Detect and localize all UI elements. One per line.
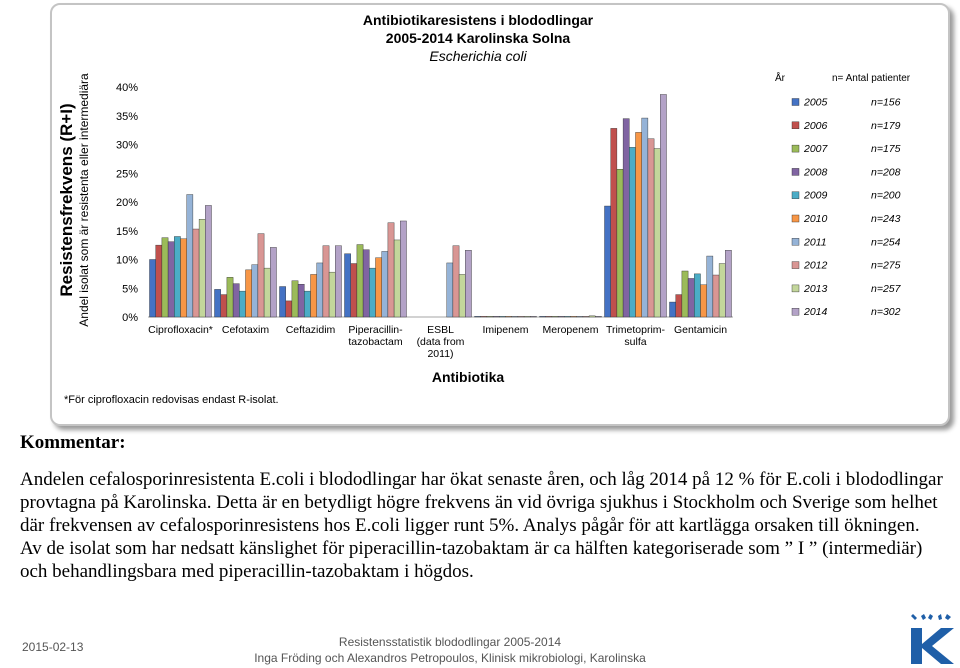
x-tick-label: Trimetoprim- (605, 324, 666, 336)
bar-2006 (221, 295, 227, 317)
legend-swatch-2009 (792, 192, 799, 199)
bar-2014 (400, 221, 406, 317)
karolinska-logo-icon (905, 614, 957, 666)
legend-swatch-2014 (792, 308, 799, 315)
bar-2010 (636, 132, 642, 317)
legend-count: n=257 (871, 282, 901, 295)
legend-count: n=200 (871, 189, 901, 202)
bar-2010 (181, 239, 187, 317)
bar-2010 (506, 316, 512, 317)
bar-2009 (369, 268, 375, 317)
bar-2011 (317, 263, 323, 317)
bar-2013 (654, 149, 660, 317)
bar-2014 (465, 250, 471, 317)
legend-header-n: n= Antal patienter (832, 73, 911, 84)
legend-year: 2008 (804, 166, 828, 179)
bar-2012 (388, 223, 394, 317)
bar-2014 (660, 94, 666, 317)
bar-2007 (552, 316, 558, 317)
bar-2005 (150, 260, 156, 318)
y-tick-label: 35% (115, 110, 138, 123)
bar-2014 (595, 316, 601, 317)
x-tick-label: tazobactam (348, 336, 403, 348)
comment-body (20, 468, 945, 583)
bar-2005 (670, 302, 676, 317)
bar-2009 (304, 291, 310, 317)
bar-2007 (162, 238, 168, 317)
y-axis-subtitle: Andel isolat som är resistenta eller intermediära (77, 73, 91, 327)
comment-title: Kommentar: (20, 432, 126, 453)
bar-2011 (447, 263, 453, 317)
x-tick-label: Cefotaxim (221, 324, 270, 336)
bar-2013 (199, 219, 205, 317)
chart-organism: Escherichia coli (429, 48, 527, 64)
bar-2005 (540, 316, 546, 317)
bar-2013 (329, 272, 335, 317)
bar-2011 (577, 316, 583, 317)
bar-2009 (174, 237, 180, 318)
bar-2013 (589, 316, 595, 317)
footer-line-2: Inga Fröding och Alexandros Petropoulos, Klinisk mikrobiologi, Karolinska (254, 651, 646, 665)
legend-swatch-2005 (792, 99, 799, 106)
bar-2012 (193, 229, 199, 317)
bar-2013 (394, 240, 400, 317)
legend-swatch-2007 (792, 145, 799, 152)
bar-2011 (252, 265, 258, 317)
bar-2008 (363, 250, 369, 317)
legend-count: n=254 (871, 236, 901, 249)
legend-year: 2006 (804, 119, 828, 132)
bar-2009 (239, 291, 245, 317)
footer-credits (240, 634, 660, 666)
legend-count: n=302 (871, 306, 901, 319)
bar-2012 (453, 246, 459, 317)
y-tick-label: 15% (115, 225, 138, 238)
y-tick-label: 10% (115, 254, 138, 267)
footer-line-1: Resistensstatistik blododlingar 2005-2014 (338, 635, 562, 649)
x-tick-label: Piperacillin- (348, 324, 403, 336)
bar-2012 (518, 316, 524, 317)
x-tick-label: ESBL (427, 324, 454, 336)
bar-2014 (335, 246, 341, 317)
bar-2012 (583, 316, 589, 317)
legend-count: n=243 (871, 213, 901, 225)
bar-2008 (558, 316, 564, 317)
bar-2010 (376, 258, 382, 317)
bar-2007 (487, 316, 493, 317)
bar-2006 (156, 245, 162, 317)
bar-2014 (205, 205, 211, 317)
bar-2008 (623, 119, 629, 317)
bar-2006 (611, 128, 617, 317)
legend-year: 2005 (804, 96, 828, 109)
bar-2006 (481, 316, 487, 317)
x-tick-label: Ciprofloxacin* (148, 324, 213, 336)
legend-swatch-2008 (792, 168, 799, 175)
bar-2013 (459, 274, 465, 317)
bar-2009 (564, 316, 570, 317)
bar-2005 (345, 254, 351, 317)
legend-year: 2013 (804, 282, 828, 295)
legend-count: n=208 (871, 166, 901, 179)
bar-2012 (258, 234, 264, 317)
bar-2013 (719, 264, 725, 317)
legend-count: n=175 (871, 143, 901, 156)
bar-2011 (187, 195, 193, 317)
x-tick-label: 2011) (427, 348, 454, 360)
footnote: *För ciprofloxacin redovisas endast R-isolat. (64, 394, 279, 406)
bar-2008 (493, 316, 499, 317)
bar-2007 (227, 277, 233, 317)
bar-2014 (530, 316, 536, 317)
comment-paragraph-2: Av de isolat som har nedsatt känslighet för piperacillin-tazobaktam är ca hälften kategoriserade som ” I ” (intermediär) och behandlingsbara med piperacillin-tazobaktam i högdos. (20, 538, 923, 582)
bar-2008 (688, 278, 694, 317)
bar-2007 (357, 245, 363, 317)
bar-2006 (351, 264, 357, 317)
legend-count: n=275 (871, 259, 901, 272)
bar-2008 (168, 242, 174, 317)
x-tick-label: Meropenem (542, 324, 599, 336)
y-tick-label: 0% (122, 312, 138, 324)
legend-swatch-2012 (792, 262, 799, 269)
legend-year: 2010 (804, 213, 828, 225)
legend-count: n=179 (871, 119, 901, 132)
bar-2012 (648, 139, 654, 317)
bar-2009 (629, 147, 635, 317)
x-tick-label: Imipenem (482, 324, 529, 336)
y-tick-label: 30% (115, 139, 138, 152)
legend-swatch-2006 (792, 122, 799, 129)
bar-2005 (475, 316, 481, 317)
legend-year: 2014 (804, 306, 828, 319)
legend-swatch-2011 (792, 238, 799, 245)
bar-2010 (701, 285, 707, 317)
legend-swatch-2013 (792, 285, 799, 292)
bar-2010 (311, 274, 317, 317)
bar-2007 (617, 169, 623, 317)
bar-2014 (270, 247, 276, 317)
bar-2013 (524, 316, 530, 317)
y-axis-title: Resistensfrekvens (R+I) (57, 103, 76, 297)
bar-2008 (233, 284, 239, 317)
legend-year: 2012 (804, 259, 828, 272)
x-tick-label: Ceftazidim (285, 324, 336, 336)
bar-2012 (323, 246, 329, 317)
bar-2006 (286, 301, 292, 317)
bar-2011 (382, 251, 388, 317)
legend-year: 2007 (804, 143, 828, 156)
bar-2005 (280, 287, 286, 317)
comment-paragraph-1: Andelen cefalosporinresistenta E.coli i blododlingar har ökat senaste åren, och låg 2014 på 12 % för E.coli i blododlingar provtagna på Karolinska. Detta är en betydligt högre frekvens än vid övriga sjukhus i Stockholm och Sverige som helhet där frekvensen av cefalosporinresistens hos E.coli ligger runt 5%. Analys pågår för att kartlägga orsaken till ökningen. (20, 469, 943, 536)
x-axis-title: Antibiotika (431, 369, 505, 385)
bar-2014 (725, 250, 731, 317)
chart-subtitle: 2005-2014 Karolinska Solna (385, 30, 571, 46)
y-tick-label: 25% (115, 168, 138, 181)
legend-year: 2011 (804, 236, 827, 249)
footer-date: 2015-02-13 (22, 640, 84, 654)
bar-2009 (694, 274, 700, 317)
bar-2010 (246, 270, 252, 317)
bar-2009 (499, 316, 505, 317)
bar-2012 (713, 275, 719, 317)
bar-2005 (215, 289, 221, 317)
bar-2008 (298, 284, 304, 317)
bar-2011 (512, 316, 518, 317)
x-tick-label: Gentamicin (673, 324, 728, 336)
bar-2007 (682, 271, 688, 317)
bar-2011 (642, 118, 648, 317)
y-tick-label: 40% (115, 82, 138, 94)
x-tick-label: (data from (416, 336, 465, 348)
chart-title: Antibiotikaresistens i blododlingar (362, 12, 594, 28)
bar-2005 (605, 206, 611, 317)
bar-2010 (571, 316, 577, 317)
legend-year: 2009 (804, 189, 828, 202)
bar-2006 (546, 316, 552, 317)
legend-swatch-2010 (792, 215, 799, 222)
legend-count: n=156 (871, 96, 901, 109)
y-tick-label: 20% (115, 197, 138, 209)
bar-2007 (292, 281, 298, 317)
bar-2013 (264, 268, 270, 317)
bar-2006 (676, 295, 682, 317)
legend-header-year: År (775, 73, 785, 84)
bar-2011 (707, 256, 713, 317)
y-tick-label: 5% (122, 283, 138, 296)
x-tick-label: sulfa (624, 336, 647, 348)
